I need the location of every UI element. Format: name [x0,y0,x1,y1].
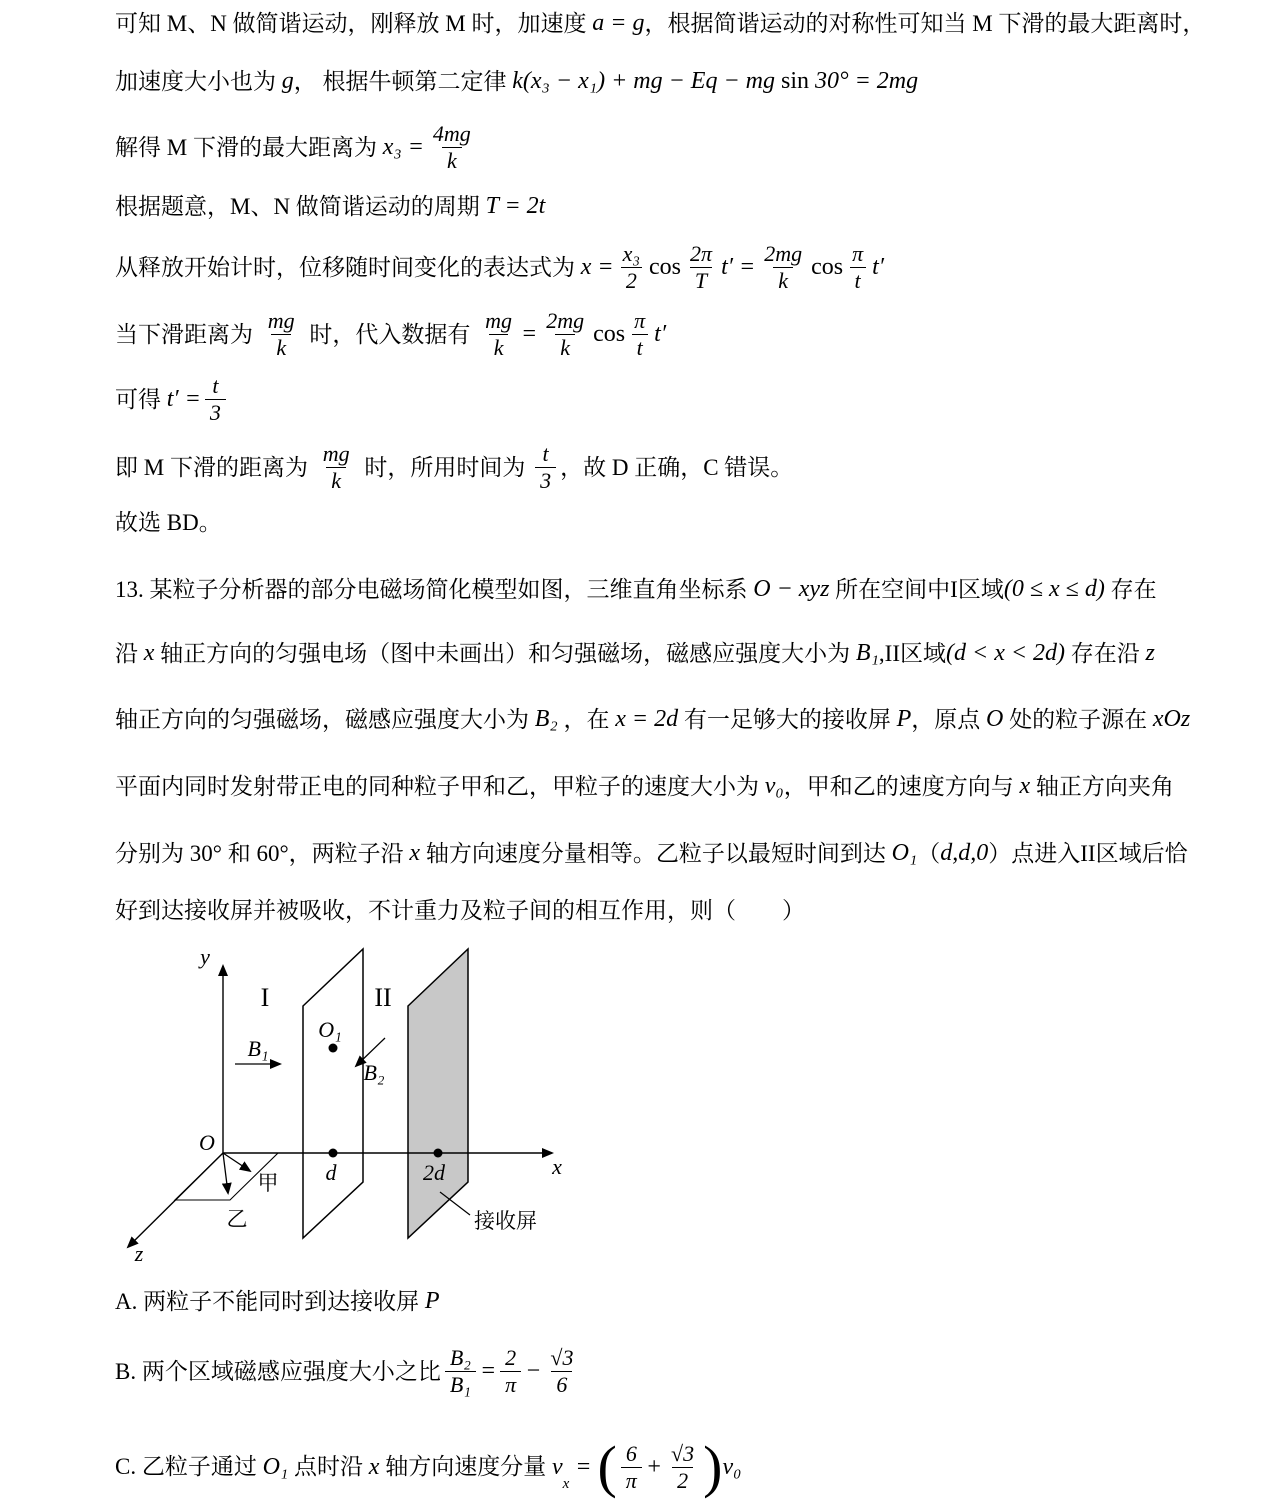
text-segment: ， 根据牛顿第二定律 [293,68,513,94]
particle-jia-velocity-arrow [223,1153,250,1171]
d-label: d [325,1160,337,1185]
math-segment: x [143,640,155,666]
solution-line-3 [115,121,480,174]
math-segment: a = g [592,10,645,36]
math-function: sin [780,68,809,94]
numerator: B₂ [449,1345,471,1370]
text-segment: 可得 [115,386,167,412]
math-segment: k(x₃ − x₁) + mg − Eq − mg [512,68,781,94]
math-segment: + [645,1453,663,1480]
solution-line-2 [115,65,918,97]
math-segment: O − xyz [753,576,830,602]
denominator: π [621,1467,642,1494]
math-segment: x [368,1453,380,1480]
fraction [263,308,300,361]
solution-line-4 [115,190,545,222]
text-segment: 轴正方向夹角 [1030,773,1174,799]
text-segment: ，原点 [911,706,987,732]
text-segment: 点时沿 [288,1454,369,1480]
receiving-screen-plane [408,949,468,1238]
math-segment: t′ = [166,386,201,413]
fraction [666,1441,699,1494]
math-segment: d,d,0 [940,840,989,866]
text-segment: 好到达接收屏并被吸收，不计重力及粒子间的相互作用，则（ ） [115,898,805,923]
fraction [535,441,556,494]
physics-diagram [100,935,580,1275]
close-paren: ) [703,1434,723,1499]
denominator: k [271,334,291,361]
math-segment: = [479,1358,497,1385]
text-segment: ，在 [557,706,616,732]
solution-line-5 [115,241,884,294]
denominator: π [500,1371,521,1398]
question-line-5 [115,837,1188,869]
text-segment: 可知 M、N 做简谐运动，刚释放 M 时，加速度 [115,10,593,36]
text-segment: 解得 M 下滑的最大距离为 [115,134,383,160]
math-segment: P [896,706,912,732]
solution-line-6 [115,308,666,361]
text-segment: ，故 D 正确，C 错误。 [560,454,794,480]
fraction [428,121,476,174]
math-function: cos [593,321,626,348]
region1-label: I [260,983,270,1012]
denominator: k [773,267,793,294]
solution-answer-line [115,507,222,538]
text-segment: ）点进入II区域后恰 [988,840,1188,866]
text-segment: 故选 BD。 [115,510,222,535]
numerator: x₃ [622,241,641,266]
option-c [115,1434,742,1499]
math-segment: O [986,706,1004,732]
text-segment: 存在 [1104,576,1157,602]
denominator: k [489,334,509,361]
math-segment: O₁ [891,840,918,866]
text-segment: 从释放开始计时，位移随时间变化的表达式为 [115,254,581,280]
text-segment: 根据题意，M、N 做简谐运动的周期 [115,193,486,219]
math-segment: g [281,68,294,94]
question-line-2 [115,637,1155,669]
math-segment: (0 ≤ x ≤ d) [1003,576,1105,602]
open-paren: ( [597,1434,617,1499]
text-segment: 轴正方向的匀强磁场，磁感应强度大小为 [115,706,535,732]
numerator: 6 [625,1440,637,1466]
text-segment: 平面内同时发射带正电的同种粒子甲和乙，甲粒子的速度大小为 [115,773,765,799]
text-segment: 有一足够大的接收屏 [678,706,897,732]
text-segment: 即 M 下滑的距离为 [115,454,314,480]
2d-label: 2d [423,1160,445,1185]
y-axis-label: y [200,944,210,969]
fraction [621,1441,642,1494]
numerator: 2mg [764,241,803,266]
math-segment: t′ = [721,254,756,281]
math-segment: (d < x < 2d) [946,640,1066,666]
math-segment: x = [580,254,614,281]
solution-line-7 [115,373,230,426]
text-segment: ,II区域 [878,640,946,666]
math-segment: = [521,321,538,348]
particle-yi-velocity-arrow [223,1153,228,1193]
math-segment: − [525,1358,542,1385]
math-segment: B₂ [534,706,558,732]
fraction [759,241,807,294]
math-segment: B₁ [855,640,879,666]
denominator: B₁ [445,1371,476,1398]
denominator: 2 [672,1467,693,1494]
text-segment: 时，代入数据有 [303,321,477,347]
denominator: k [555,334,575,361]
math-segment: x [409,840,421,866]
denominator: 3 [535,467,556,494]
text-segment: 轴方向速度分量 [379,1454,552,1480]
denominator: t [632,334,648,361]
text-segment: 当下滑距离为 [115,321,259,347]
denominator: t [850,267,866,294]
question-line-1 [115,573,1157,605]
math-segment: z [1145,640,1155,666]
math-segment: v₀ [764,773,784,799]
text-segment: ，甲和乙的速度方向与 [783,773,1020,799]
numerator: t [212,373,219,398]
numerator: √3 [671,1440,695,1466]
fraction [205,373,226,426]
math-function: cos [649,254,682,281]
text-segment: ，根据简谐运动的对称性可知当 M 下滑的最大距离时， [644,10,1206,36]
fraction [545,1345,578,1398]
math-segment: v [551,1453,563,1480]
fraction [541,308,589,361]
denominator: k [442,147,462,174]
solution-line-1 [115,7,1205,39]
text-segment: 加速度大小也为 [115,68,282,94]
numerator: π [634,308,646,333]
math-segment: x [1019,773,1031,799]
option-label: C. [115,1454,137,1480]
2d-point-dot [434,1149,443,1158]
receiving-screen-label: 接收屏 [474,1209,537,1233]
denominator: k [326,467,346,494]
math-segment: O₁ [262,1453,289,1480]
numerator: 2 [505,1345,517,1370]
fraction [445,1345,476,1398]
fraction [629,308,650,361]
text-segment: 乙粒子通过 [136,1454,263,1480]
text-segment: 时，所用时间为 [358,454,532,480]
numerator: √3 [550,1345,574,1370]
solution-line-8 [115,441,793,494]
text-segment: 处的粒子源在 [1003,706,1153,732]
math-segment: 30° = 2mg [809,68,919,94]
math-segment: = [569,1453,598,1480]
text-segment: 13. 某粒子分析器的部分电磁场简化模型如图，三维直角坐标系 [115,576,754,602]
math-segment: x = 2d [615,706,679,732]
o1-point-dot [329,1044,338,1053]
fraction [685,241,717,294]
numerator: mg [485,308,513,333]
math-subscript: x [562,1475,570,1492]
text-segment: 所在空间中I区域 [829,576,1004,602]
question-line-4 [115,770,1174,802]
numerator: mg [322,441,350,466]
numerator: 2mg [546,308,585,333]
math-segment: t′ [872,254,885,281]
fraction [618,241,645,294]
math-segment: T = 2t [485,193,546,219]
numerator: t [542,441,549,466]
question-line-3 [115,703,1190,735]
text-segment: 两粒子不能同时到达接收屏 [137,1288,425,1314]
x-axis-label: x [552,1154,562,1179]
text-segment: （ [917,840,941,866]
particle-jia-label: 甲 [257,1171,279,1195]
text-segment: 沿 [115,640,144,666]
numerator: 4mg [432,121,471,146]
b2-label: B₂ [363,1060,385,1085]
d-point-dot [329,1149,338,1158]
o1-label: O₁ [318,1017,342,1042]
text-segment: 分别为 30° 和 60°，两粒子沿 [115,840,410,866]
math-segment: v₀ [722,1453,742,1480]
b1-label: B₁ [247,1036,269,1061]
z-axis-label: z [134,1241,144,1266]
math-segment: xOz [1152,706,1191,732]
math-segment: t′ [654,321,667,348]
question-line-6 [115,895,805,926]
text-segment: 两个区域磁感应强度大小之比 [136,1358,441,1384]
region-boundary-plane-d [303,949,363,1238]
option-a [115,1285,440,1317]
numerator: π [852,241,864,266]
denominator: 2 [621,267,642,294]
math-segment: P [424,1288,440,1314]
fraction [318,441,355,494]
text-segment: 存在沿 [1065,640,1146,666]
fraction [500,1345,521,1398]
text-segment: 轴方向速度分量相等。乙粒子以最短时间到达 [420,840,892,866]
option-b [115,1345,582,1398]
text-segment: 轴正方向的匀强电场（图中未画出）和匀强磁场，磁感应强度大小为 [154,640,856,666]
origin-label: O [199,1130,215,1155]
region2-label: II [374,983,392,1012]
denominator: 3 [205,399,226,426]
math-segment: x₃ = [382,134,424,161]
numerator: mg [267,308,295,333]
numerator: 2π [690,241,713,266]
option-label: A. [115,1288,138,1314]
fraction [847,241,868,294]
particle-yi-label: 乙 [226,1207,248,1231]
option-label: B. [115,1358,137,1384]
denominator: T [690,267,712,294]
fraction [480,308,517,361]
math-function: cos [811,254,844,281]
denominator: 6 [551,1371,572,1398]
